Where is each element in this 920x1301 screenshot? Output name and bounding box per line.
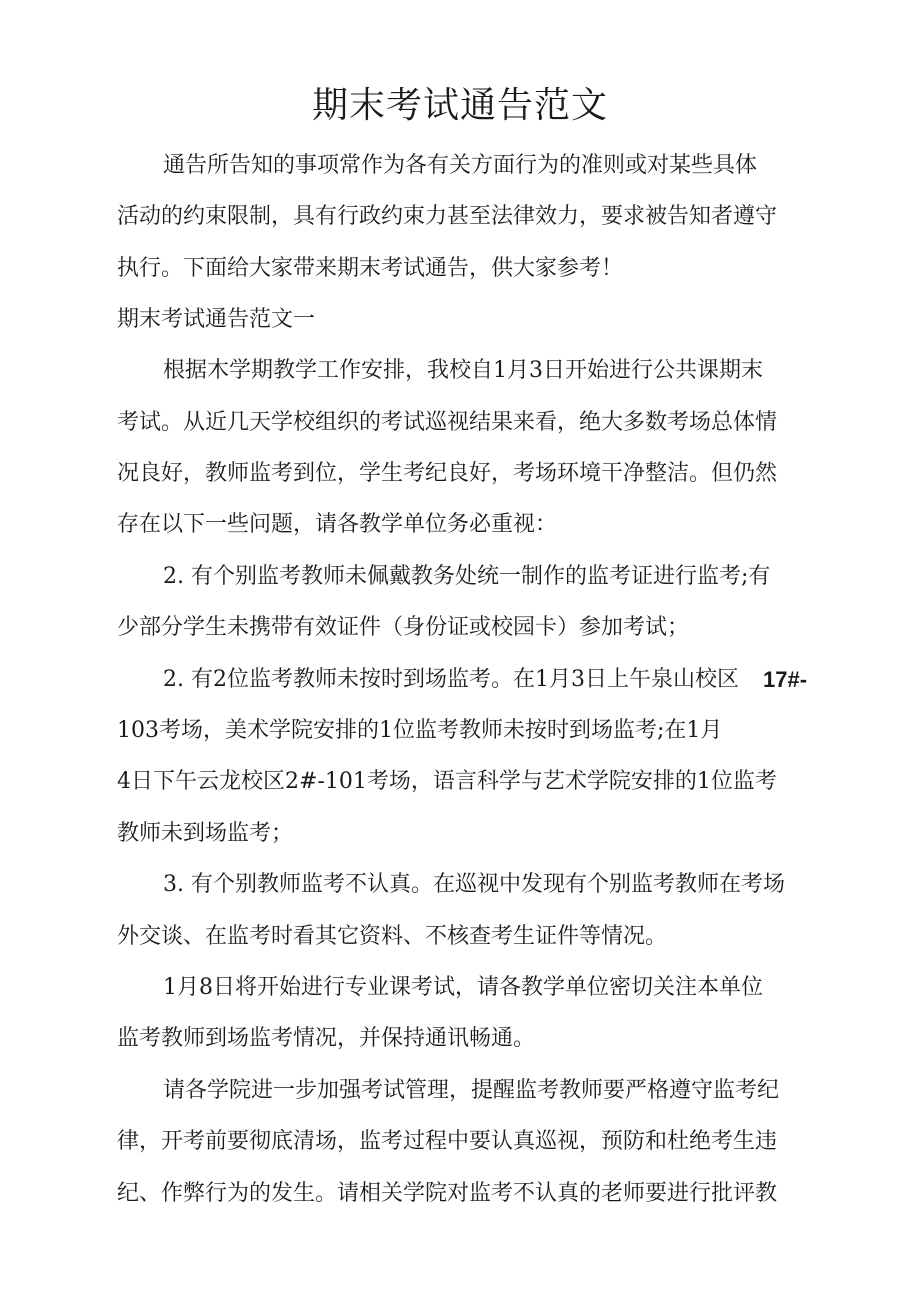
paragraph-line: 103考场，美术学院安排的1位监考教师未按时到场监考;在1月: [117, 718, 723, 743]
paragraph-line: 少部分学生未携带有效证件（身份证或校园卡）参加考试；: [117, 615, 690, 640]
paragraph-line: 活动的约束限制，具有行政约束力甚至法律效力，要求被告知者遵守: [117, 204, 778, 229]
paragraph-line: 监考教师到场监考情况，并保持通讯畅通。: [117, 1026, 536, 1051]
paragraph-line: 4日下午云龙校区2#-101考场，语言科学与艺术学院安排的1位监考: [117, 769, 777, 794]
paragraph-line: 存在以下一些问题，请各教学单位务必重视：: [117, 512, 558, 537]
document-title: 期末考试通告范文: [311, 85, 608, 126]
paragraph-line: 请各学院进一步加强考试管理，提醒监考教师要严格遵守监考纪: [163, 1078, 780, 1103]
section-heading: 期末考试通告范文一: [117, 307, 316, 332]
paragraph-line: 况良好，教师监考到位，学生考纪良好，考场环境干净整洁。但仍然: [117, 461, 778, 486]
list-item-line: 3. 有个别教师监考不认真。在巡视中发现有个别监考教师在考场: [163, 872, 785, 897]
paragraph-line: 考试。从近几天学校组织的考试巡视结果来看，绝大多数考场总体情: [117, 410, 778, 435]
paragraph-line: 执行。下面给大家带来期末考试通告，供大家参考！: [117, 256, 624, 281]
list-item-line: 2. 有2位监考教师未按时到场监考。在1月3日上午泉山校区: [163, 667, 739, 692]
paragraph-line: 纪、作弊行为的发生。请相关学院对监考不认真的老师要进行批评教: [117, 1181, 778, 1206]
list-item-line: 2. 有个别监考教师未佩戴教务处统一制作的监考证进行监考;有: [163, 564, 771, 589]
paragraph-line: 外交谈、在监考时看其它资料、不核查考生证件等情况。: [117, 924, 668, 949]
paragraph-line: 根据木学期教学工作安排，我校自1月3日开始进行公共课期末: [163, 358, 763, 383]
paragraph-line: 通告所告知的事项常作为各有关方面行为的准则或对某些具体: [163, 153, 758, 178]
room-number-fragment: 17#-: [763, 667, 808, 692]
paragraph-line: 教师未到场监考；: [117, 821, 294, 846]
paragraph-line: 1月8日将开始进行专业课考试，请各教学单位密切关注本单位: [163, 975, 763, 1000]
paragraph-line: 律，开考前要彻底清场，监考过程中要认真巡视，预防和杜绝考生违: [117, 1129, 778, 1154]
